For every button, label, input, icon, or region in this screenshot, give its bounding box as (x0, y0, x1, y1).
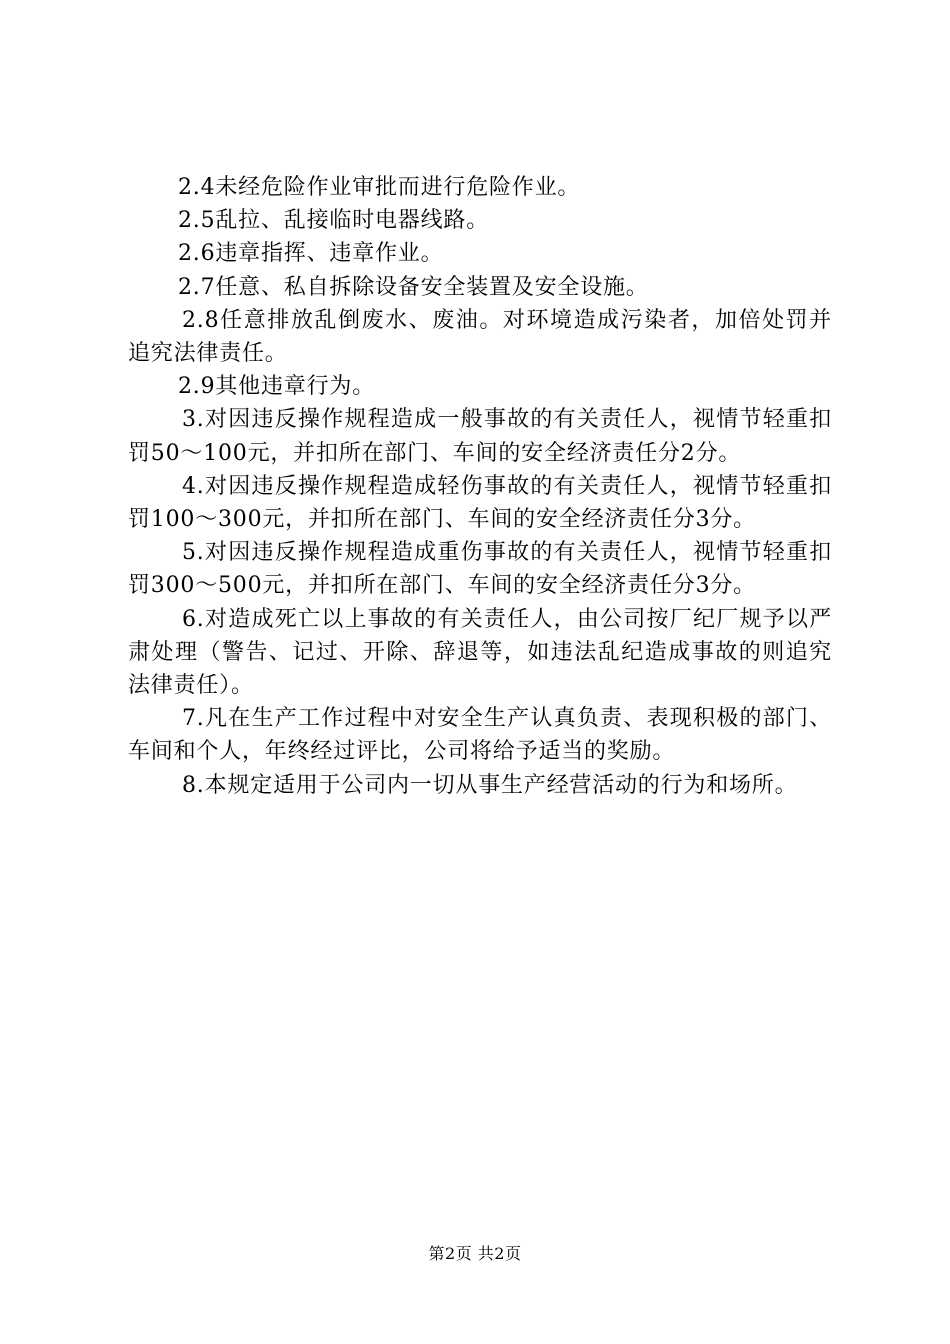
paragraph-2-9: 2.9其他违章行为。 (178, 374, 375, 400)
paragraph-7: 7.凡在生产工作过程中对安全生产认真负责、表现积极的部门、车间和个人，年终经过评比，公司将给予适当的奖励。 (128, 706, 832, 765)
paragraph-3: 3.对因违反操作规程造成一般事故的有关责任人，视情节轻重扣罚50～100元，并扣所在部门、车间的安全经济责任分2分。 (128, 407, 832, 466)
document-body (128, 171, 832, 802)
paragraph-4: 4.对因违反操作规程造成轻伤事故的有关责任人，视情节轻重扣罚100～300元，并扣所在部门、车间的安全经济责任分3分。 (128, 473, 832, 533)
paragraph-2-4: 2.4未经危险作业审批而进行危险作业。 (178, 175, 581, 200)
paragraph-2-5: 2.5乱拉、乱接临时电器线路。 (178, 208, 489, 234)
paragraph-2-8: 2.8任意排放乱倒废水、废油。对环境造成污染者，加倍处罚并追究法律责任。 (128, 307, 832, 367)
paragraph-5: 5.对因违反操作规程造成重伤事故的有关责任人，视情节轻重扣罚300～500元，并扣所在部门、车间的安全经济责任分3分。 (128, 540, 832, 599)
paragraph-6: 6.对造成死亡以上事故的有关责任人，由公司按厂纪厂规予以严肃处理（警告、记过、开除、辞退等，如违法乱纪造成事故的则追究法律责任）。 (128, 606, 832, 699)
page-number-footer: 第2页 共2页 (428, 1244, 522, 1263)
paragraph-8: 8.本规定适用于公司内一切从事生产经营活动的行为和场所。 (182, 772, 798, 798)
paragraph-2-7: 2.7任意、私自拆除设备安全装置及安全设施。 (178, 274, 649, 300)
paragraph-2-6: 2.6违章指挥、违章作业。 (178, 241, 444, 267)
